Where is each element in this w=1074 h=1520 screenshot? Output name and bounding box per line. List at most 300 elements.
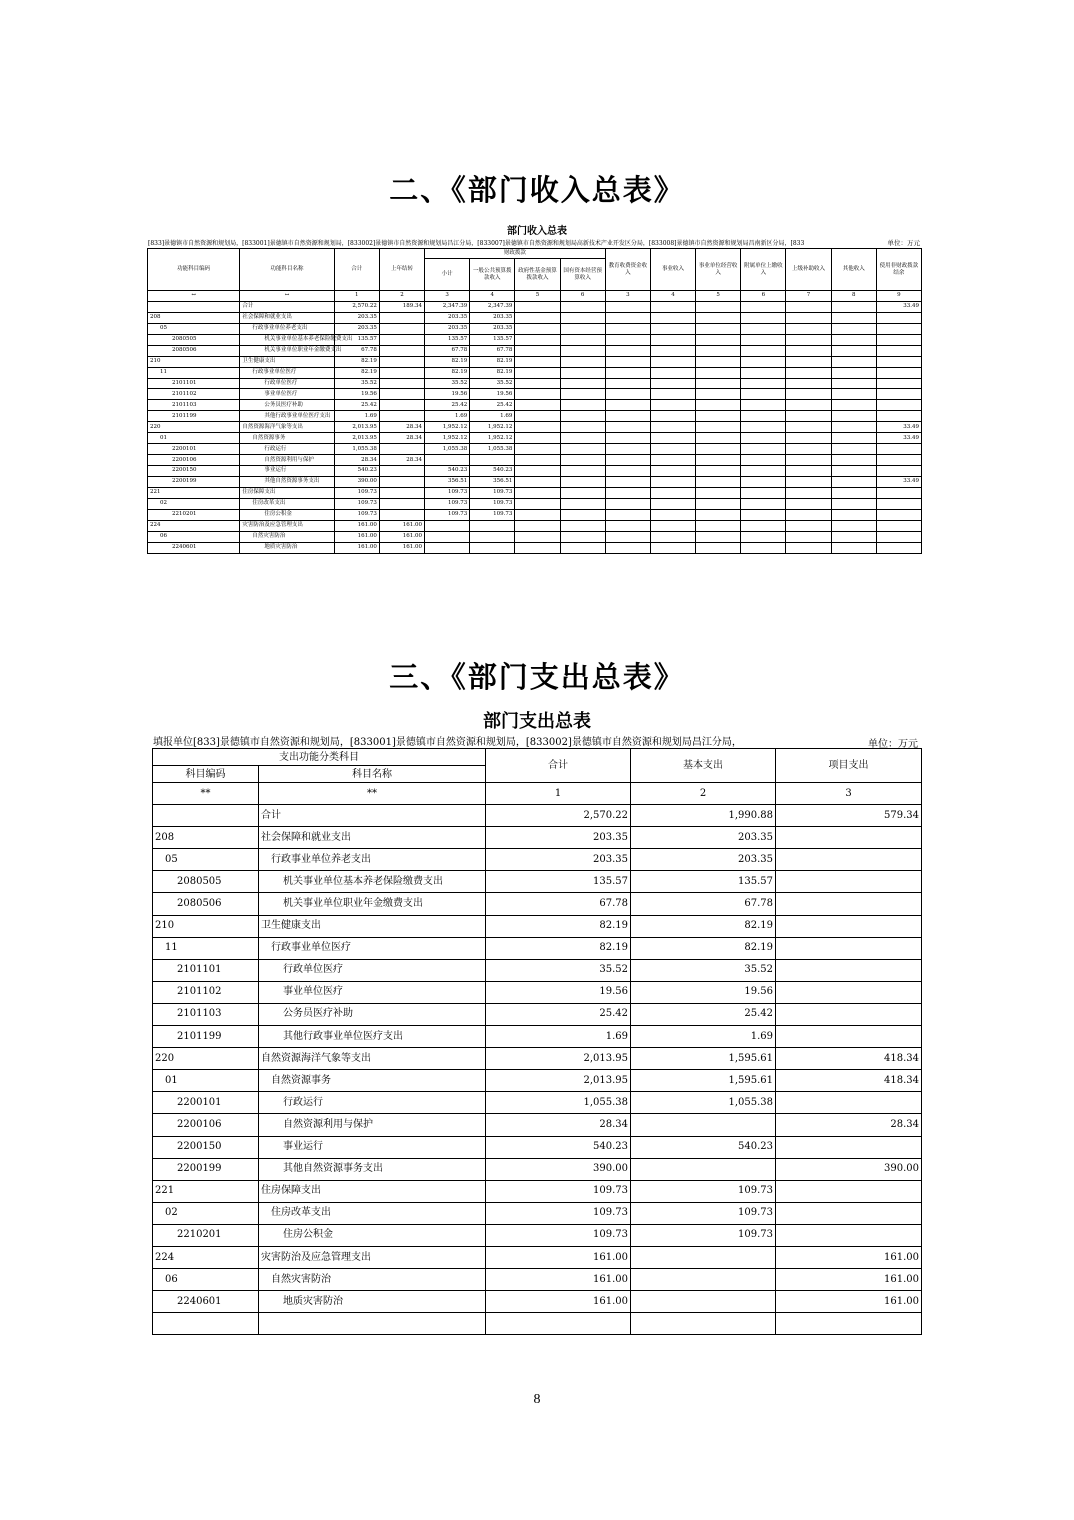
value-cell: 1.69 <box>425 411 470 422</box>
value-cell <box>696 345 741 356</box>
value-cell <box>786 378 831 389</box>
name-cell: 住房改革支出 <box>240 498 334 509</box>
value-cell <box>515 542 560 553</box>
code-cell: 2200101 <box>153 1092 259 1114</box>
table-row <box>148 542 922 553</box>
value-cell <box>605 323 650 334</box>
value-cell <box>650 411 695 422</box>
value-cell <box>786 476 831 487</box>
name-cell: 行政运行 <box>240 444 334 455</box>
value-cell: 390.00 <box>334 476 379 487</box>
page-number: 8 <box>533 1392 541 1407</box>
value-cell: 2,013.95 <box>334 422 379 433</box>
name-cell: 社会保障和就业支出 <box>240 312 334 323</box>
code-cell: 224 <box>148 520 240 531</box>
value-cell: 540.23 <box>470 466 515 477</box>
value-cell: 161.00 <box>334 520 379 531</box>
index-cell: 8 <box>831 291 876 302</box>
index-cell: 2 <box>379 291 424 302</box>
col-carry-header: 上年结转 <box>379 249 424 291</box>
name-cell: 事业运行 <box>259 1136 486 1158</box>
table-row <box>153 1180 922 1202</box>
value-cell <box>560 542 605 553</box>
value-cell <box>876 455 921 466</box>
value-cell <box>515 487 560 498</box>
value-cell <box>786 444 831 455</box>
index-cell: 5 <box>515 291 560 302</box>
value-cell <box>470 542 515 553</box>
code-cell: 210 <box>153 915 259 937</box>
value-cell: 189.34 <box>379 301 424 312</box>
value-cell <box>605 433 650 444</box>
value-cell <box>876 323 921 334</box>
value-cell: 161.00 <box>379 542 424 553</box>
value-cell <box>650 476 695 487</box>
index-cell: 4 <box>650 291 695 302</box>
col-code-header: 科目编码 <box>153 766 259 783</box>
value-cell <box>876 378 921 389</box>
value-cell <box>515 378 560 389</box>
code-cell: 208 <box>153 827 259 849</box>
col-subtotal-header: 小计 <box>425 259 470 291</box>
value-cell: 161.00 <box>776 1246 922 1268</box>
income-table <box>147 248 922 554</box>
code-cell: 2240601 <box>148 542 240 553</box>
table-row <box>148 356 922 367</box>
name-cell: 公务员医疗补助 <box>240 400 334 411</box>
value-cell: 19.56 <box>470 389 515 400</box>
col-project-header: 项目支出 <box>776 749 922 783</box>
code-cell: 2200106 <box>153 1114 259 1136</box>
value-cell: 1.69 <box>334 411 379 422</box>
empty-cell <box>259 1313 486 1335</box>
empty-cell <box>486 1313 631 1335</box>
value-cell <box>786 487 831 498</box>
value-cell <box>605 476 650 487</box>
value-cell <box>876 466 921 477</box>
value-cell: 28.34 <box>776 1114 922 1136</box>
value-cell <box>776 1180 922 1202</box>
value-cell: 82.19 <box>631 915 776 937</box>
value-cell <box>515 509 560 520</box>
value-cell <box>831 389 876 400</box>
code-cell: 11 <box>153 937 259 959</box>
value-cell <box>560 400 605 411</box>
expenditure-unit: 单位：万元 <box>868 739 918 750</box>
value-cell: 109.73 <box>631 1202 776 1224</box>
code-cell: 2200150 <box>148 466 240 477</box>
value-cell <box>560 323 605 334</box>
value-cell <box>560 476 605 487</box>
value-cell: 1.69 <box>486 1026 631 1048</box>
value-cell: 135.57 <box>470 334 515 345</box>
value-cell: 418.34 <box>776 1070 922 1092</box>
value-cell: 579.34 <box>776 805 922 827</box>
value-cell <box>786 433 831 444</box>
value-cell: 82.19 <box>486 915 631 937</box>
table-row <box>148 455 922 466</box>
value-cell <box>515 422 560 433</box>
value-cell <box>515 312 560 323</box>
value-cell <box>831 345 876 356</box>
name-cell: 行政单位医疗 <box>259 959 486 981</box>
value-cell: 2,013.95 <box>486 1048 631 1070</box>
value-cell: 418.34 <box>776 1048 922 1070</box>
value-cell <box>876 345 921 356</box>
value-cell <box>831 400 876 411</box>
code-cell: 2101199 <box>148 411 240 422</box>
code-cell: 06 <box>148 531 240 542</box>
table-row <box>153 1003 922 1025</box>
value-cell: 203.35 <box>631 827 776 849</box>
name-cell: 合计 <box>240 301 334 312</box>
value-cell: 109.73 <box>470 509 515 520</box>
value-cell <box>786 389 831 400</box>
value-cell: 25.42 <box>631 1003 776 1025</box>
value-cell <box>650 509 695 520</box>
code-cell: 2200199 <box>148 476 240 487</box>
value-cell <box>560 378 605 389</box>
index-cell: 3 <box>776 783 922 805</box>
value-cell: 33.49 <box>876 433 921 444</box>
value-cell <box>776 959 922 981</box>
value-cell <box>515 400 560 411</box>
value-cell <box>696 455 741 466</box>
income-table-title: 部门收入总表 <box>507 226 567 237</box>
value-cell <box>776 1224 922 1246</box>
value-cell <box>650 466 695 477</box>
value-cell <box>650 367 695 378</box>
value-cell: 2,570.22 <box>486 805 631 827</box>
value-cell <box>379 345 424 356</box>
value-cell <box>696 422 741 433</box>
table-row <box>148 312 922 323</box>
value-cell <box>470 520 515 531</box>
value-cell <box>379 487 424 498</box>
value-cell: 109.73 <box>486 1202 631 1224</box>
value-cell <box>560 367 605 378</box>
value-cell <box>379 334 424 345</box>
value-cell <box>696 323 741 334</box>
value-cell <box>650 301 695 312</box>
name-cell: 自然资源事务 <box>240 433 334 444</box>
code-cell: 2200199 <box>153 1158 259 1180</box>
value-cell <box>831 531 876 542</box>
value-cell: 25.42 <box>470 400 515 411</box>
table-row <box>153 1048 922 1070</box>
name-cell: 事业运行 <box>240 466 334 477</box>
value-cell <box>425 520 470 531</box>
name-cell: 其他自然资源事务支出 <box>240 476 334 487</box>
value-cell <box>650 422 695 433</box>
index-cell: 6 <box>560 291 605 302</box>
value-cell <box>696 531 741 542</box>
col-code-header: 功能科目编码 <box>148 249 240 291</box>
value-cell <box>741 444 786 455</box>
value-cell <box>776 1003 922 1025</box>
income-unit: 单位：万元 <box>887 239 920 247</box>
value-cell <box>786 334 831 345</box>
index-cell: 3 <box>425 291 470 302</box>
value-cell <box>831 509 876 520</box>
value-cell <box>631 1291 776 1313</box>
value-cell <box>631 1114 776 1136</box>
name-cell: 灾害防治及应急管理支出 <box>259 1246 486 1268</box>
value-cell: 161.00 <box>334 542 379 553</box>
value-cell <box>515 455 560 466</box>
value-cell: 540.23 <box>486 1136 631 1158</box>
code-cell: 220 <box>153 1048 259 1070</box>
table-row <box>153 827 922 849</box>
value-cell <box>741 301 786 312</box>
value-cell: 109.73 <box>631 1224 776 1246</box>
code-cell: 02 <box>148 498 240 509</box>
value-cell <box>741 334 786 345</box>
value-cell <box>696 411 741 422</box>
col-name-header: 功能科目名称 <box>240 249 334 291</box>
value-cell: 19.56 <box>631 981 776 1003</box>
value-cell <box>650 444 695 455</box>
value-cell: 1,055.38 <box>470 444 515 455</box>
name-cell: 事业单位医疗 <box>259 981 486 1003</box>
value-cell: 1,952.12 <box>425 422 470 433</box>
value-cell <box>876 487 921 498</box>
value-cell <box>831 520 876 531</box>
value-cell <box>741 520 786 531</box>
value-cell <box>876 542 921 553</box>
index-cell: ↔ <box>240 291 334 302</box>
col-group-header: 支出功能分类科目 <box>153 749 486 766</box>
value-cell <box>776 1136 922 1158</box>
table-row <box>153 1136 922 1158</box>
value-cell: 203.35 <box>425 323 470 334</box>
value-cell <box>696 487 741 498</box>
value-cell <box>650 312 695 323</box>
value-cell: 67.78 <box>470 345 515 356</box>
table-row <box>148 433 922 444</box>
value-cell: 67.78 <box>334 345 379 356</box>
value-cell: 82.19 <box>470 367 515 378</box>
value-cell <box>776 871 922 893</box>
name-cell: 地质灾害防治 <box>259 1291 486 1313</box>
col-balance-header: 使用非财政拨款结余 <box>876 249 921 291</box>
name-cell: 机关事业单位职业年金缴费支出 <box>240 345 334 356</box>
value-cell <box>831 466 876 477</box>
value-cell <box>741 400 786 411</box>
value-cell: 1,055.38 <box>425 444 470 455</box>
code-cell <box>148 301 240 312</box>
value-cell <box>876 334 921 345</box>
value-cell: 1,055.38 <box>486 1092 631 1114</box>
value-cell <box>560 498 605 509</box>
value-cell <box>776 849 922 871</box>
value-cell <box>650 542 695 553</box>
value-cell: 35.52 <box>334 378 379 389</box>
value-cell: 390.00 <box>486 1158 631 1180</box>
value-cell <box>605 312 650 323</box>
name-cell: 自然灾害防治 <box>240 531 334 542</box>
value-cell: 109.73 <box>470 487 515 498</box>
value-cell <box>741 378 786 389</box>
code-cell: 01 <box>153 1070 259 1092</box>
col-other-header: 其他收入 <box>831 249 876 291</box>
value-cell <box>379 323 424 334</box>
value-cell <box>831 498 876 509</box>
value-cell <box>741 422 786 433</box>
value-cell: 109.73 <box>425 498 470 509</box>
value-cell <box>605 378 650 389</box>
expenditure-table <box>152 748 922 1335</box>
value-cell <box>605 520 650 531</box>
code-cell: 2080505 <box>153 871 259 893</box>
value-cell <box>776 827 922 849</box>
name-cell: 卫生健康支出 <box>240 356 334 367</box>
value-cell <box>831 476 876 487</box>
code-cell: 2240601 <box>153 1291 259 1313</box>
value-cell <box>605 345 650 356</box>
value-cell: 2,013.95 <box>486 1070 631 1092</box>
value-cell: 35.52 <box>631 959 776 981</box>
value-cell <box>379 466 424 477</box>
value-cell: 1.69 <box>631 1026 776 1048</box>
value-cell <box>605 411 650 422</box>
name-cell: 住房改革支出 <box>259 1202 486 1224</box>
value-cell <box>650 356 695 367</box>
value-cell: 203.35 <box>334 312 379 323</box>
name-cell: 其他行政事业单位医疗支出 <box>240 411 334 422</box>
code-cell: 210 <box>148 356 240 367</box>
value-cell: 540.23 <box>631 1136 776 1158</box>
name-cell: 自然灾害防治 <box>259 1269 486 1291</box>
value-cell <box>696 476 741 487</box>
value-cell <box>696 520 741 531</box>
name-cell: 自然资源事务 <box>259 1070 486 1092</box>
value-cell <box>379 312 424 323</box>
code-cell: 220 <box>148 422 240 433</box>
col-fund-header: 政府性基金预算拨款收入 <box>515 259 560 291</box>
value-cell <box>515 520 560 531</box>
value-cell <box>831 455 876 466</box>
value-cell <box>696 312 741 323</box>
table-row <box>148 444 922 455</box>
value-cell <box>379 367 424 378</box>
col-total-header: 合计 <box>334 249 379 291</box>
index-cell: ** <box>259 783 486 805</box>
value-cell <box>741 531 786 542</box>
value-cell: 1.69 <box>470 411 515 422</box>
value-cell: 33.49 <box>876 301 921 312</box>
index-cell: 3 <box>605 291 650 302</box>
value-cell <box>379 444 424 455</box>
value-cell: 28.34 <box>486 1114 631 1136</box>
value-cell: 203.35 <box>486 849 631 871</box>
table-row <box>153 959 922 981</box>
table-row <box>148 531 922 542</box>
value-cell <box>650 433 695 444</box>
value-cell: 135.57 <box>425 334 470 345</box>
table-row <box>148 520 922 531</box>
value-cell <box>515 323 560 334</box>
name-cell: 合计 <box>259 805 486 827</box>
index-cell: ↔ <box>148 291 240 302</box>
value-cell <box>831 334 876 345</box>
table-row <box>148 466 922 477</box>
table-row <box>153 937 922 959</box>
value-cell <box>786 400 831 411</box>
value-cell: 1,952.12 <box>470 433 515 444</box>
value-cell <box>515 531 560 542</box>
value-cell: 109.73 <box>334 487 379 498</box>
value-cell <box>696 334 741 345</box>
name-cell: 公务员医疗补助 <box>259 1003 486 1025</box>
value-cell <box>560 531 605 542</box>
value-cell <box>696 400 741 411</box>
name-cell: 灾害防治及应急管理支出 <box>240 520 334 531</box>
value-cell <box>379 476 424 487</box>
value-cell <box>515 466 560 477</box>
name-cell: 行政事业单位养老支出 <box>259 849 486 871</box>
value-cell <box>605 487 650 498</box>
value-cell: 28.34 <box>334 455 379 466</box>
value-cell: 135.57 <box>631 871 776 893</box>
col-basic-header: 基本支出 <box>631 749 776 783</box>
value-cell <box>379 378 424 389</box>
income-filler: [833]景德镇市自然资源和规划局，[833001]景德镇市自然资源和规划局，[833002]景德镇市自然资源和规划局昌江分局，[833007]景德镇市自然资源和规划局高新技术产业开发区分局，[833008]景德镇市自然资源和规划局昌南新区分局，[833 <box>148 240 805 247</box>
empty-cell <box>153 1313 259 1335</box>
value-cell: 161.00 <box>486 1291 631 1313</box>
value-cell <box>786 531 831 542</box>
value-cell <box>515 498 560 509</box>
value-cell <box>876 498 921 509</box>
value-cell: 135.57 <box>486 871 631 893</box>
col-edu-header: 教育收费资金收入 <box>605 249 650 291</box>
expenditure-filler: 填报单位[833]景德镇市自然资源和规划局，[833001]景德镇市自然资源和规划局，[833002]景德镇市自然资源和规划局昌江分局， <box>153 737 742 748</box>
table-row <box>153 1026 922 1048</box>
code-cell: 224 <box>153 1246 259 1268</box>
col-state-header: 国有资本经营预算收入 <box>560 259 605 291</box>
code-cell: 221 <box>148 487 240 498</box>
value-cell: 135.57 <box>334 334 379 345</box>
index-cell: 6 <box>741 291 786 302</box>
value-cell <box>605 389 650 400</box>
value-cell <box>515 367 560 378</box>
value-cell: 109.73 <box>486 1224 631 1246</box>
value-cell <box>786 411 831 422</box>
name-cell: 住房保障支出 <box>259 1180 486 1202</box>
value-cell: 28.34 <box>379 422 424 433</box>
value-cell: 67.78 <box>486 893 631 915</box>
value-cell: 28.34 <box>379 455 424 466</box>
table-row <box>153 1224 922 1246</box>
value-cell <box>786 509 831 520</box>
table-row <box>148 378 922 389</box>
value-cell: 161.00 <box>776 1269 922 1291</box>
value-cell <box>741 433 786 444</box>
value-cell <box>831 444 876 455</box>
value-cell <box>425 542 470 553</box>
value-cell: 161.00 <box>379 520 424 531</box>
value-cell: 25.42 <box>425 400 470 411</box>
value-cell: 82.19 <box>631 937 776 959</box>
table-row <box>153 893 922 915</box>
value-cell <box>831 356 876 367</box>
code-cell: 05 <box>153 849 259 871</box>
value-cell: 1,055.38 <box>334 444 379 455</box>
name-cell: 自然资源海洋气象等支出 <box>259 1048 486 1070</box>
value-cell <box>696 433 741 444</box>
value-cell: 109.73 <box>334 498 379 509</box>
value-cell: 203.35 <box>486 827 631 849</box>
